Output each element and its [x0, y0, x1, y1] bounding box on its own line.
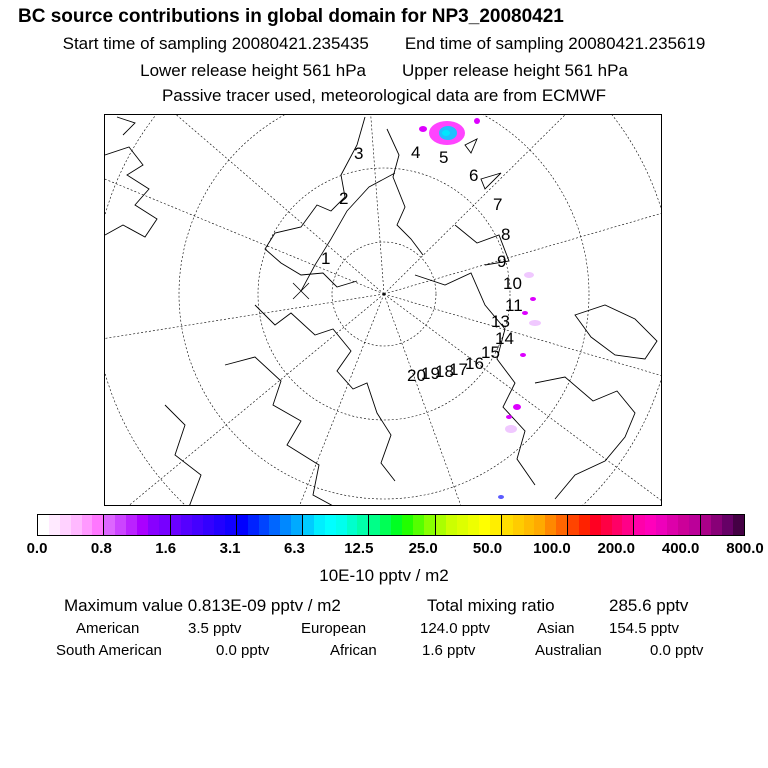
polar-map [104, 114, 662, 506]
map-title: BC source contributions in global domain for NP3_20080421 [18, 6, 564, 27]
region-name: Asian [537, 620, 575, 637]
colorbar-tick-label: 800.0 [726, 540, 764, 557]
region-name: European [301, 620, 367, 637]
trajectory-label: 8 [501, 225, 511, 244]
colorbar-swatch [181, 515, 192, 535]
meridian [105, 294, 384, 340]
colorbar-swatch [667, 515, 678, 535]
colorbar-swatch [513, 515, 524, 535]
colorbar-swatch [502, 515, 513, 535]
colorbar-swatch [104, 515, 115, 535]
lower-release-label: Lower release height 561 hPa [140, 61, 366, 80]
colorbar-swatch [203, 515, 214, 535]
meridian [115, 294, 384, 506]
colorbar-swatch [259, 515, 270, 535]
total-mixing-ratio-value: 285.6 pptv [609, 596, 689, 615]
region-value: 3.5 pptv [188, 620, 242, 637]
start-time-label: Start time of sampling 20080421.235435 [62, 34, 369, 53]
colorbar-swatch [622, 515, 634, 535]
colorbar-swatch [291, 515, 303, 535]
region-value: 0.0 pptv [216, 642, 270, 659]
release-heights [0, 61, 768, 81]
trajectory-label: 18 [435, 362, 454, 381]
colorbar-swatch [568, 515, 579, 535]
latitude-circle-60 [179, 115, 589, 499]
colorbar-swatch [424, 515, 436, 535]
colorbar-swatch [391, 515, 402, 535]
trajectory-label: 13 [491, 312, 510, 331]
colorbar-swatch [402, 515, 413, 535]
colorbar-swatch [601, 515, 612, 535]
colorbar-swatch [71, 515, 82, 535]
colorbar-swatch [524, 515, 535, 535]
colorbar-units: 10E-10 pptv / m2 [319, 566, 449, 585]
colorbar-swatch [556, 515, 568, 535]
colorbar-swatch [269, 515, 280, 535]
trajectory-label: 19 [421, 364, 440, 383]
sampling-times [0, 34, 768, 54]
meridian [384, 294, 662, 506]
plume-faint [524, 272, 534, 278]
colorbar-tick-label: 50.0 [472, 540, 503, 557]
graticule [105, 115, 662, 506]
meridian [384, 210, 662, 294]
colorbar-swatch [49, 515, 60, 535]
colorbar-swatch [148, 515, 159, 535]
plume-spot [419, 126, 427, 132]
region-value: 124.0 pptv [420, 620, 491, 637]
colorbar-swatch [490, 515, 502, 535]
trajectory-label: 10 [503, 274, 522, 293]
coastline [535, 377, 635, 499]
colorbar-swatch [314, 515, 325, 535]
plume-spot [513, 404, 521, 410]
colorbar-swatch [534, 515, 545, 535]
colorbar-swatch [678, 515, 689, 535]
colorbar-swatch [656, 515, 667, 535]
plume-spot [520, 353, 526, 357]
colorbar-swatch [248, 515, 259, 535]
colorbar-swatch [171, 515, 182, 535]
coastline [255, 305, 395, 481]
plume-core [442, 130, 450, 136]
map-canvas [105, 115, 662, 506]
colorbar-swatch [225, 515, 237, 535]
colorbar-swatch [701, 515, 712, 535]
trajectory-label: 14 [495, 329, 514, 348]
colorbar-tick-label: 0.0 [26, 540, 48, 557]
colorbar-swatch [369, 515, 380, 535]
colorbar-swatch [347, 515, 358, 535]
colorbar-swatch [82, 515, 93, 535]
colorbar-tick-label: 12.5 [344, 540, 374, 557]
end-time-label: End time of sampling 20080421.235619 [404, 34, 706, 53]
colorbar-swatch [214, 515, 225, 535]
colorbar-swatch [436, 515, 447, 535]
meridian [384, 115, 575, 294]
trajectory-label: 4 [411, 143, 421, 162]
contribution-plumes [419, 118, 541, 499]
colorbar-swatch [457, 515, 468, 535]
trajectory-label: 3 [354, 144, 364, 163]
colorbar-swatch [612, 515, 623, 535]
trajectory-label: 16 [465, 354, 484, 373]
colorbar-swatch [645, 515, 656, 535]
region-name: American [76, 620, 140, 637]
trajectory-label: 6 [469, 166, 479, 185]
region-value: 0.0 pptv [650, 642, 704, 659]
trajectory-label: 7 [493, 195, 503, 214]
colorbar-tick-label: 100.0 [533, 540, 571, 557]
colorbar-swatch [590, 515, 601, 535]
colorbar-tick-label: 400.0 [661, 540, 700, 557]
colorbar-swatch [733, 515, 744, 535]
colorbar-swatch [722, 515, 733, 535]
trajectory-label: 9 [497, 252, 507, 271]
colorbar-swatch [192, 515, 203, 535]
meridian [384, 294, 465, 506]
trajectory-label: 17 [449, 360, 468, 379]
trajectory-label: 1 [321, 249, 331, 268]
colorbar-swatch [280, 515, 291, 535]
colorbar-tick-label: 0.8 [90, 540, 112, 557]
colorbar-swatch [92, 515, 104, 535]
region-value: 1.6 pptv [422, 642, 476, 659]
plume-spot [506, 415, 512, 419]
coastline [105, 117, 157, 237]
plume-spot [522, 311, 528, 315]
plume-spot [498, 495, 504, 499]
colorbar-swatch [38, 515, 49, 535]
colorbar-swatch [303, 515, 314, 535]
colorbar-swatch [336, 515, 347, 535]
trajectory-label: 11 [505, 296, 523, 315]
colorbar-tick-label: 3.1 [219, 540, 241, 557]
colorbar-tick-label: 6.3 [284, 540, 305, 557]
colorbar-swatch [545, 515, 556, 535]
coastline [225, 357, 335, 506]
maximum-value: Maximum value 0.813E-09 pptv / m2 [64, 596, 341, 615]
region-value: 154.5 pptv [609, 620, 680, 637]
coastline [165, 405, 201, 506]
coastlines [105, 117, 657, 506]
meridian [165, 115, 384, 294]
colorbar-swatch [126, 515, 137, 535]
colorbar-tick-label: 1.6 [155, 540, 177, 557]
colorbar-tick-label: 200.0 [597, 540, 636, 557]
colorbar-swatch [115, 515, 126, 535]
colorbar-swatch [325, 515, 336, 535]
colorbar-swatch [60, 515, 71, 535]
trajectory-label: 2 [339, 189, 349, 208]
plume-faint [529, 320, 541, 326]
colorbar-swatch [446, 515, 457, 535]
colorbar-swatch [357, 515, 369, 535]
coastline [465, 139, 477, 153]
meridian [370, 115, 384, 294]
colorbar-swatch [689, 515, 701, 535]
trajectory-label: 5 [439, 148, 449, 167]
colorbar-swatch [711, 515, 722, 535]
upper-release-label: Upper release height 561 hPa [402, 61, 628, 80]
plume-spot [474, 118, 480, 124]
region-name: African [330, 642, 377, 659]
release-point-marker [293, 283, 309, 299]
coastline [265, 117, 365, 287]
colorbar-swatch [634, 515, 645, 535]
colorbar-swatch [137, 515, 148, 535]
colorbar-tick-label: 25.0 [408, 540, 438, 557]
colorbar-swatch [380, 515, 391, 535]
plume-spot [530, 297, 536, 301]
colorbar-swatch [159, 515, 171, 535]
total-mixing-ratio-label: Total mixing ratio [427, 596, 555, 615]
colorbar-swatch [237, 515, 248, 535]
colorbar-swatch [479, 515, 490, 535]
colorbar-swatch [468, 515, 479, 535]
trajectory-label: 15 [481, 343, 500, 362]
coastline [575, 305, 657, 359]
region-name: South American [56, 642, 162, 659]
region-name: Australian [535, 642, 602, 659]
colorbar [37, 514, 745, 536]
trajectory-label: 20 [407, 366, 426, 385]
meridian [295, 294, 384, 506]
latitude-circle-50 [105, 115, 662, 506]
plume-faint [505, 425, 517, 433]
colorbar-swatch [579, 515, 590, 535]
tracer-note: Passive tracer used, meteorological data are from ECMWF [161, 86, 607, 105]
colorbar-swatch [413, 515, 424, 535]
